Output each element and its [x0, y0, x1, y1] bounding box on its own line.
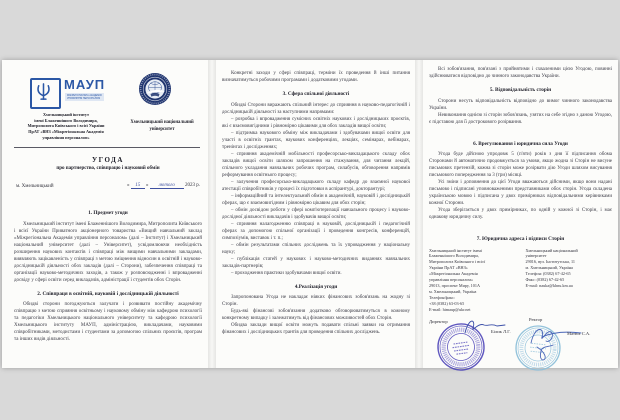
- maup-subtitle-line1: МІЖРЕГІОНАЛЬНА АКАДЕМІЯ: [67, 94, 102, 97]
- section-4-paragraph: Запропонована Угода не накладає ніяких фінансових зобов'язань на жодну зі Сторін.: [222, 295, 410, 307]
- maup-logo: [30, 78, 61, 109]
- document-title: УГОДА: [92, 156, 124, 164]
- maup-subtitle: [65, 93, 104, 101]
- institution-left-line: Митрополита Київського і всієї України: [27, 123, 105, 129]
- section-3-heading: 3. Сфера спільної діяльності: [282, 91, 350, 97]
- section-3-bullet: – обмін результатами спільних досліджень та їх упровадження у національну науку;: [222, 242, 410, 255]
- rector-name: Матюх С.А.: [567, 330, 591, 336]
- city-label: м. Хмельницький: [16, 184, 54, 189]
- khnu-emblem-icon: [138, 72, 172, 111]
- address-line: Телефон: (0382) 67-42-65: [525, 271, 571, 277]
- quote-close: »: [146, 183, 149, 188]
- section-3-bullet: – публікація статей у наукових і науково-методичних виданнях навчальних закладів-партнерів;: [222, 256, 410, 269]
- section-6-paragraph: Угода зберігається у двох примірниках, по одній у кожної зі Сторін, і має однакову юридичну силу.: [429, 208, 612, 220]
- addresses-row: [429, 248, 612, 313]
- signatures-area: [429, 317, 612, 389]
- section-2-heading: 2. Співпраця в освітній, науковій і дослідницькій діяльності: [37, 290, 179, 297]
- address-line: Блаженнішого Володимира,: [429, 253, 479, 259]
- section-1-body: Хмельницький інститут імені Блаженнішого Володимира, Митрополита Київського і всієї України Приватного акціонерного товариства «Вищий навчальний заклад «Міжрегіональна Академія управління персоналом» (далі – Інститут) і Хмельницький національний університет (далі – Університет), усвідомлюючи необхідність розширення наукових контактів і співпраці між вищими навчальними закладами, виявляють зацікавленість у співпраці з метою зміцнення відносин в освітній і науково-дослідницькій діяльності обох закладів (далі – Сторони), забезпечення співпраці та організації науково-методичних заходів, а також у розповсюдженні і впровадженні досвіду у сфері освіти серед викладачів, адміністрації і студентів обох Сторін.: [14, 221, 202, 283]
- section-6-heading: 6. Врегулювання і юридична сила Угоди: [473, 140, 568, 147]
- director-name: Білик Л.Г.: [491, 328, 511, 334]
- institution-left-line: Хмельницький інститут: [42, 112, 90, 117]
- institution-right-line: університет: [149, 126, 175, 132]
- address-line: м. Хмельницький, Україна: [429, 289, 477, 295]
- section-4-heading: 4.Реалізація угоди: [294, 283, 338, 290]
- address-line: E-mail: himaup@ukr.net: [429, 307, 471, 313]
- address-line: 29013, проспект Миру, 101А: [429, 283, 480, 289]
- institution-left-line: управління персоналом»: [42, 134, 90, 140]
- section-3-bullet: – залучення професорсько-викладацького складу кафедр до взаємної наукової атестації співробітників у процесі їх підготовки в аспірантурі, докторантурі;: [222, 179, 410, 192]
- section-6-paragraph: Усі зміни і доповнення до цієї Угоди вважаються дійсними, якщо вони надані письмово і підписані уповноваженими представниками обох сторін. Угода складена українською мовою і підписана у двох примірниках відповідальними керівниками кожної Сторони.: [429, 180, 612, 206]
- page2-intro: Конкретні заходи у сфері співпраці, терміни їх проведення й інші питання визначатимуться робочими програмами і додатковими угодами.: [222, 71, 410, 83]
- date-day-handwritten: 15: [131, 183, 145, 189]
- institution-right: [120, 120, 204, 133]
- institution-left: [14, 112, 118, 140]
- page-3: [423, 60, 618, 368]
- section-3-bullet: – інформаційний та інтелектуальний обмін в академічній, науковій і дослідницькій сферах, що є взаємовигідним і рівномірно цікавим для обох сторін;: [222, 193, 410, 206]
- header-divider: [14, 147, 200, 148]
- director-signature: [461, 313, 507, 339]
- institution-left-line: ПрАТ «ВНЗ «Міжрегіональна Академія: [28, 129, 104, 135]
- maup-logo-glyph-icon: [32, 80, 55, 103]
- section-3-bullet: – проходження практики здобувачами вищої освіти.: [231, 270, 342, 276]
- section-1-heading: 1. Предмет угоди: [88, 210, 128, 216]
- section-4-paragraph: Будь-які фінансові зобов'язання додатково обговорюватимуться в кожному конкретному випадку і залежатимуть від фінансових можливостей обох Сторін.: [222, 309, 410, 321]
- section-4-paragraph: Обидва заклади вищої освіти можуть подавати спільні заявки на отримання фінансових і дослідницьких грантів для проведення спільних досліджень.: [222, 323, 410, 335]
- page-2: [216, 60, 416, 368]
- page1-header: [14, 60, 202, 148]
- address-line: Хмельницький національний: [525, 247, 578, 253]
- address-line: +38 (0382) 63-03-65: [429, 301, 465, 307]
- section-5-paragraph: Невиконання однією зі сторін зобов'язань, узятих на себе згідно з даною Угодою, є підставою для її дострокового розірвання.: [429, 112, 612, 125]
- page-joint: [208, 60, 216, 368]
- section-3-bullet: – обмін досвідом роботи у сфері комп'ютеризації навчального процесу і науково-дослідної діяльності викладачів і здобувачів вищої освіти;: [222, 207, 410, 220]
- section-2-body: Обидві сторони погоджуються залучати і розвивати постійну академічну співпрацю з метою сприяння освітньому і науковому обміну між кафедрою психології та педагогіки Хмельницького національного університету та кафедрою психології Хмельницького інституту МАУП, адміністрацією, викладачами, науковими співробітниками, методистами і студентами за допомогою спільних проєктів, програм та інших видів діяльності.: [14, 302, 202, 342]
- page-joint: [415, 60, 423, 368]
- address-line: Телефон/факс:: [429, 295, 455, 301]
- section-3-bullet: – розробка і впровадження сумісних освітніх наукових і дослідницьких проєктів, які є взаємовигідними і рівномірно цікавими для обох закладів вищої освіти;: [222, 116, 410, 129]
- quote-open: «: [127, 183, 130, 188]
- address-line: Хмельницький інститут імені: [429, 247, 482, 253]
- page3-intro: Всі зобов'язання, пов'язані з прийнятими і схваленими цією Угодою, повинні здійснюватися відповідно до чинного законодавства України.: [429, 67, 612, 79]
- date-month-handwritten: лютого: [150, 183, 184, 189]
- address-line: E-mail: nauka@khnu.km.ua: [525, 283, 573, 289]
- maup-subtitle-line2: УПРАВЛІННЯ ПЕРСОНАЛОМ: [67, 97, 101, 101]
- institution-left-line: імені Блаженнішого Володимира,: [34, 117, 98, 123]
- page-1: [8, 60, 208, 368]
- address-line: університет: [525, 253, 547, 259]
- institution-right-line: Хмельницький національний: [130, 120, 194, 125]
- address-line: Митрополита Київського і всієї: [429, 259, 486, 265]
- address-institute: [429, 248, 516, 313]
- document-sheet: [2, 60, 618, 368]
- address-line: управління персоналом»: [429, 277, 474, 283]
- section-5-paragraph: Сторони несуть відповідальність відповідно до вимог чинного законодавства України.: [429, 98, 612, 111]
- maup-acronym: МАУП: [64, 77, 106, 92]
- rector-label: Ректор: [529, 316, 543, 322]
- date-year: 2023 р.: [185, 183, 200, 188]
- rector-signature: [521, 317, 591, 369]
- address-line: 29016, вул. Інститутська, 11: [525, 259, 576, 265]
- section-3-bullet: – сприяння академічній мобільності професорсько-викладацького складу обох закладів вищої освіти шляхом запрошення на стажування, для читання лекцій, спільного укладання навчальних робочих програм, силабусів, обговорення напрямів реформування освітнього процесу;: [222, 151, 410, 178]
- date-line: [127, 183, 200, 189]
- director-label: Директор: [429, 318, 448, 324]
- section-7-heading: 7. Юридична адреса і підписи Сторін: [476, 236, 565, 242]
- section-3-bullet: – підтримка наукового обміну між викладачами і здобувачами вищої освіти для участі в освітніх грантах, наукових конференціях, лекціях, семінарах, вебінарах, тренінгах і дослідженнях;: [222, 130, 410, 150]
- section-5-heading: 5. Відповідальність сторін: [489, 87, 552, 93]
- address-university: [526, 248, 613, 313]
- address-line: Факс: (0382) 67-42-65: [525, 277, 565, 283]
- address-line: м. Хмельницький, Україна: [525, 265, 573, 271]
- document-subtitle: про партнерство, співпрацю і науковий обмін: [56, 166, 160, 171]
- section-3-bullet: – сприяння налагодженню співпраці в науковій, дослідницькій і педагогічній сферах за допомогою спільної організації і проведення конгресів, конференцій, симпозіумів, виставок і т. п.;: [222, 221, 410, 241]
- section-6-paragraph: Угода буде дійсною упродовж 5 (п'яти) років з дня її підписання обома Сторонами й автоматично продовжується за умови, якщо жодна зі Сторін не висуне письмових претензій, кожна зі сторін може розірвати дію Угоди шляхом висування письмового попередження за 3 (три) місяці.: [429, 152, 612, 178]
- address-line: «Міжрегіональна Академія: [429, 271, 478, 277]
- section-3-lead: Обидві Сторони виражають спільний інтерес до сприяння в науково-педагогічній і дослідницькій діяльності за наступними напрямами:: [222, 102, 410, 115]
- address-line: України ПрАТ «ВНЗ»: [429, 265, 468, 271]
